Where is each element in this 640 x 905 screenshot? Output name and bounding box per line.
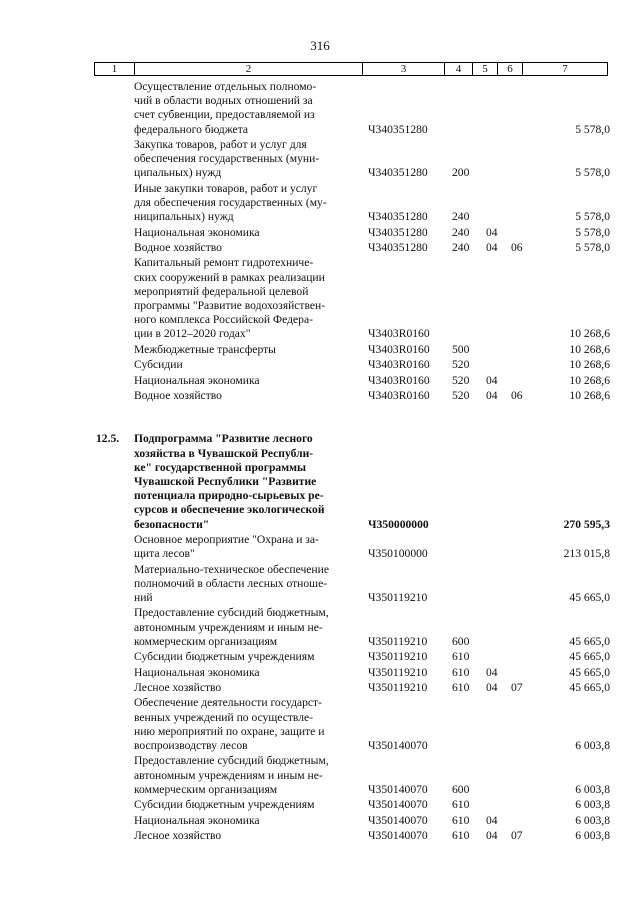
row-csr-code: Ч350140070 — [368, 829, 428, 842]
row-expense-type: 500 — [452, 342, 470, 356]
row-name: Лесное хозяйство — [134, 829, 222, 842]
row-section: 04 — [486, 681, 498, 694]
row-name: Национальная экономика — [134, 373, 260, 387]
row-expense-type: 520 — [452, 389, 470, 402]
row-name: Капитальный ремонт гидротехниче- ских сооружений в рамках реализации мероприятий федеральной целевой программы "Развитие водохозяйствен- ного комплекса Российской Федера- ции в 2012–2020 годах" — [134, 256, 326, 341]
row-name: Иные закупки товаров, работ и услуг для обеспечения государственных (му- ниципальных) нужд — [134, 181, 327, 224]
row-expense-type: 610 — [452, 798, 470, 812]
row-expense-type: 610 — [452, 650, 470, 664]
row-name: Субсидии бюджетным учреждениям — [134, 650, 315, 664]
row-section: 04 — [486, 241, 498, 254]
row-csr-code: Ч340351280 — [368, 210, 428, 224]
row-csr-code: Ч350140070 — [368, 782, 428, 796]
row-section: 04 — [486, 665, 498, 679]
row-expense-type: 200 — [452, 166, 470, 180]
row-sum: 10 268,6 — [569, 358, 610, 372]
row-sum: 6 003,8 — [575, 782, 610, 796]
row-sum: 270 595,3 — [563, 517, 610, 531]
row-name: Предоставление субсидий бюджетным, автономным учреждениям и иным не- коммерческим организациям — [134, 754, 329, 796]
row-csr-code: Ч350119210 — [368, 650, 428, 664]
row-subsection: 07 — [511, 829, 523, 842]
row-sum: 213 015,8 — [563, 547, 610, 561]
row-expense-type: 610 — [452, 681, 470, 694]
row-name: Закупка товаров, работ и услуг для обеспечения государственных (муни- ципальных) нужд — [134, 138, 320, 180]
row-expense-type: 520 — [452, 358, 470, 372]
row-sum: 6 003,8 — [575, 829, 610, 842]
row-sum: 6 003,8 — [575, 813, 610, 827]
header-col-4: 4 — [445, 63, 473, 75]
row-expense-type: 240 — [452, 225, 470, 239]
row-expense-type: 240 — [452, 241, 470, 254]
row-csr-code: Ч3403R0160 — [368, 389, 430, 402]
row-expense-type: 610 — [452, 813, 470, 827]
row-csr-code: Ч350140070 — [368, 798, 428, 812]
row-name: Предоставление субсидий бюджетным, автономным учреждениям и иным не- коммерческим организациям — [134, 606, 329, 648]
row-name: Водное хозяйство — [134, 389, 222, 402]
row-number: 12.5. — [96, 432, 120, 446]
row-expense-type: 520 — [452, 373, 470, 387]
row-csr-code: Ч3403R0160 — [368, 327, 430, 341]
row-subsection: 06 — [511, 389, 523, 402]
row-sum: 5 578,0 — [575, 225, 610, 239]
row-section: 04 — [486, 373, 498, 387]
row-sum: 10 268,6 — [569, 327, 610, 341]
row-csr-code: Ч350140070 — [368, 738, 428, 752]
row-csr-code: Ч350100000 — [368, 547, 428, 561]
row-csr-code: Ч350140070 — [368, 813, 428, 827]
row-section: 04 — [486, 829, 498, 842]
row-sum: 5 578,0 — [575, 241, 610, 254]
row-expense-type: 600 — [452, 634, 470, 648]
row-csr-code: Ч350119210 — [368, 590, 428, 604]
row-section: 04 — [486, 813, 498, 827]
row-sum: 45 665,0 — [569, 650, 610, 664]
row-name: Лесное хозяйство — [134, 681, 222, 694]
page-number: 316 — [310, 38, 330, 53]
row-csr-code: Ч340351280 — [368, 241, 428, 254]
row-expense-type: 610 — [452, 829, 470, 842]
row-name: Национальная экономика — [134, 225, 260, 239]
table-header — [94, 62, 608, 76]
row-name: Основное мероприятие "Охрана и за- щита лесов" — [134, 533, 319, 561]
row-csr-code: Ч3403R0160 — [368, 358, 430, 372]
row-sum: 6 003,8 — [575, 738, 610, 752]
row-csr-code: Ч350119210 — [368, 681, 428, 694]
row-csr-code: Ч3403R0160 — [368, 373, 430, 387]
row-csr-code: Ч340351280 — [368, 166, 428, 180]
header-col-5: 5 — [473, 63, 498, 75]
row-sum: 5 578,0 — [575, 166, 610, 180]
row-name: Обеспечение деятельности государст- венных учреждений по осуществле- нию мероприятий по охране, защите и воспроизводству лесов — [134, 696, 325, 752]
row-name: Подпрограмма "Развитие лесного хозяйства в Чувашской Республи- ке" государственной программы Чувашской Республики "Развитие потенциала природно-сырьевых ре- сурсов и обеспечение экологической безопасности" — [134, 432, 325, 531]
row-section: 04 — [486, 225, 498, 239]
row-sum: 10 268,6 — [569, 373, 610, 387]
row-expense-type: 240 — [452, 210, 470, 224]
row-subsection: 07 — [511, 681, 523, 694]
header-col-3: 3 — [363, 63, 445, 75]
row-sum: 6 003,8 — [575, 798, 610, 812]
row-name: Материально-техническое обеспечение полномочий в области лесных отноше- ний — [134, 562, 329, 604]
row-name: Национальная экономика — [134, 813, 260, 827]
row-name: Межбюджетные трансферты — [134, 342, 276, 356]
row-section: 04 — [486, 389, 498, 402]
row-sum: 10 268,6 — [569, 342, 610, 356]
header-col-6: 6 — [498, 63, 523, 75]
row-name: Национальная экономика — [134, 665, 260, 679]
header-col-7: 7 — [562, 63, 568, 75]
row-sum: 45 665,0 — [569, 665, 610, 679]
row-name: Водное хозяйство — [134, 241, 222, 254]
header-col-2: 2 — [135, 63, 363, 75]
row-subsection: 06 — [511, 241, 523, 254]
row-name: Субсидии — [134, 358, 183, 372]
row-expense-type: 610 — [452, 665, 470, 679]
row-csr-code: Ч3403R0160 — [368, 342, 430, 356]
row-sum: 45 665,0 — [569, 681, 610, 694]
row-name: Субсидии бюджетным учреждениям — [134, 798, 315, 812]
row-sum: 45 665,0 — [569, 590, 610, 604]
row-csr-code: Ч340351280 — [368, 122, 428, 136]
row-csr-code: Ч350119210 — [368, 634, 428, 648]
row-expense-type: 600 — [452, 782, 470, 796]
row-csr-code: Ч340351280 — [368, 225, 428, 239]
row-csr-code: Ч350000000 — [368, 517, 429, 531]
header-col-1: 1 — [95, 63, 135, 75]
row-sum: 5 578,0 — [575, 122, 610, 136]
row-name: Осуществление отдельных полномо- чий в области водных отношений за счет субвенции, предоставляемой из федерального бюджета — [134, 80, 317, 136]
row-sum: 45 665,0 — [569, 634, 610, 648]
row-sum: 5 578,0 — [575, 210, 610, 224]
row-sum: 10 268,6 — [569, 389, 610, 402]
row-csr-code: Ч350119210 — [368, 665, 428, 679]
